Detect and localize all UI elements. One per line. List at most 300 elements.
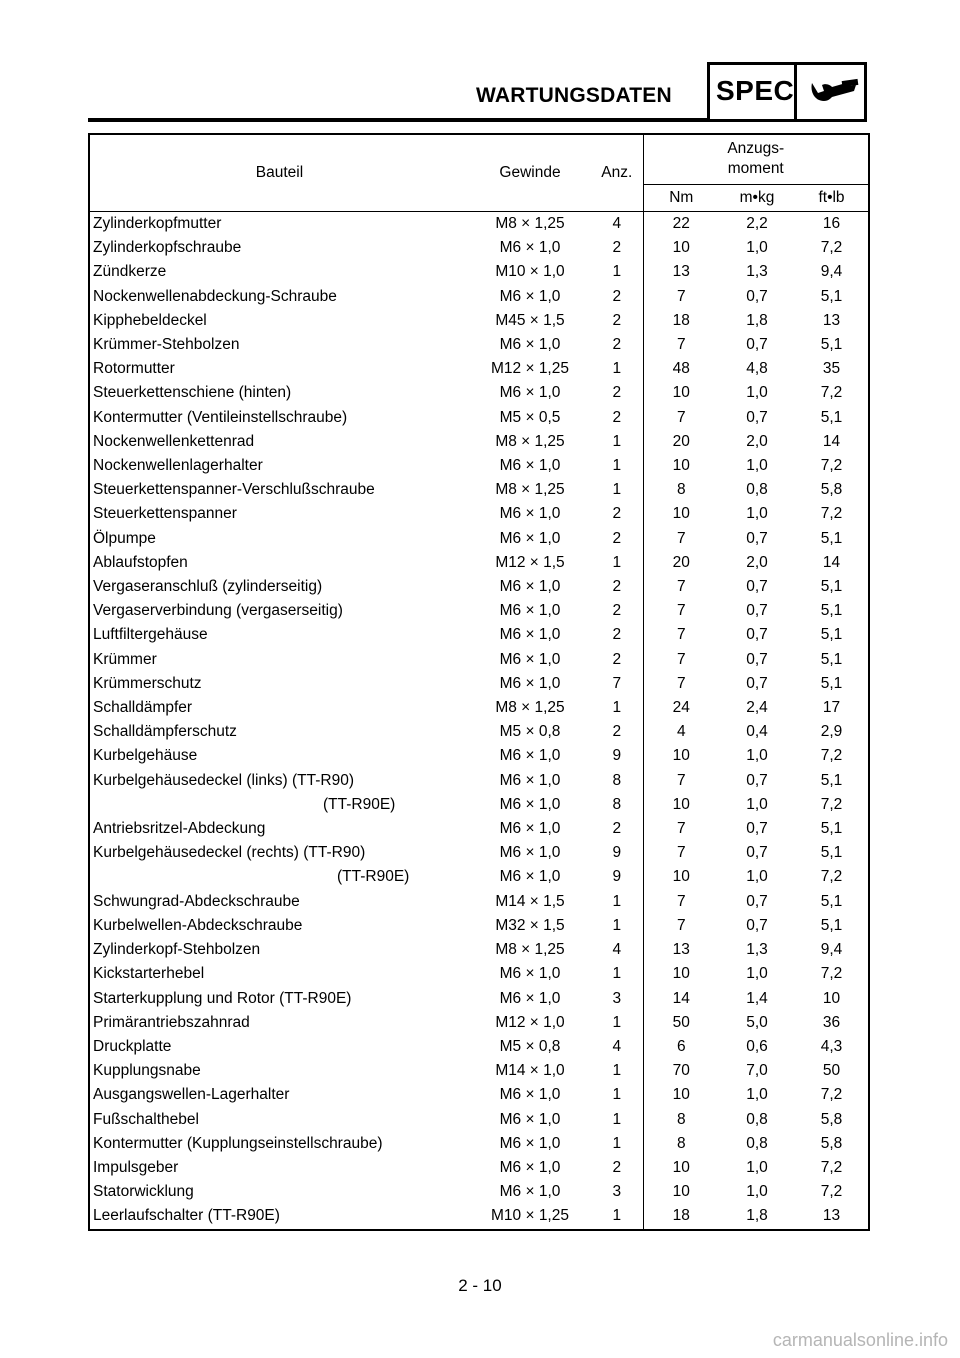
row-mkg: 1,0 — [746, 1158, 768, 1176]
row-thread: M12 × 1,5 — [495, 553, 565, 571]
row-qty: 8 — [612, 795, 622, 813]
row-mkg: 1,0 — [746, 384, 768, 402]
row-nm: 6 — [643, 1035, 719, 1059]
row-qty: 1 — [612, 892, 622, 910]
row-nm: 10 — [643, 502, 719, 526]
row-mkg: 0,7 — [746, 626, 768, 644]
row-thread: M5 × 0,8 — [499, 723, 561, 741]
row-part: Ausgangswellen-Lagerhalter — [93, 1086, 290, 1104]
row-nm: 10 — [643, 381, 719, 405]
table-row — [89, 381, 869, 405]
row-qty: 2 — [612, 505, 622, 523]
row-nm: 50 — [643, 1011, 719, 1035]
row-nm: 13 — [643, 260, 719, 284]
row-thread: M6 × 1,0 — [499, 1158, 561, 1176]
header-row-top — [89, 134, 869, 184]
row-thread: M6 × 1,0 — [499, 795, 561, 813]
row-thread: M6 × 1,0 — [499, 626, 561, 644]
row-mkg: 2,4 — [746, 699, 768, 717]
row-ftlb: 4,3 — [820, 1037, 843, 1055]
row-thread: M6 × 1,0 — [499, 747, 561, 765]
row-part: Steuerkettenspanner-Verschlußschraube — [93, 481, 375, 499]
title-underline — [88, 118, 708, 122]
table-row — [89, 672, 869, 696]
row-mkg: 1,0 — [746, 239, 768, 257]
row-part: Kickstarterhebel — [93, 965, 205, 983]
row-qty: 1 — [612, 360, 622, 378]
row-thread: M6 × 1,0 — [499, 578, 561, 596]
row-qty: 2 — [612, 820, 622, 838]
row-thread: M6 × 1,0 — [499, 457, 561, 475]
row-ftlb: 17 — [822, 699, 841, 717]
row-nm: 7 — [643, 527, 719, 551]
row-nm: 10 — [643, 865, 719, 889]
row-ftlb: 7,2 — [820, 384, 843, 402]
row-ftlb: 5,1 — [820, 674, 843, 692]
row-nm: 20 — [643, 551, 719, 575]
row-part: Krümmerschutz — [93, 674, 202, 692]
row-part: Impulsgeber — [93, 1158, 179, 1176]
row-part — [89, 865, 469, 889]
row-qty: 2 — [612, 311, 622, 329]
row-thread: M5 × 0,5 — [499, 408, 561, 426]
row-qty: 1 — [612, 263, 622, 281]
row-nm: 10 — [643, 793, 719, 817]
row-mkg: 0,7 — [746, 650, 768, 668]
row-qty: 1 — [612, 965, 622, 983]
row-mkg: 0,7 — [746, 892, 768, 910]
row-thread: M6 × 1,0 — [499, 1134, 561, 1152]
row-part: Vergaseranschluß (zylinderseitig) — [93, 578, 323, 596]
row-nm: 10 — [643, 744, 719, 768]
row-ftlb: 7,2 — [820, 1086, 843, 1104]
row-part: Kurbelgehäusedeckel (rechts) (TT-R90) — [93, 844, 366, 862]
row-qty: 9 — [612, 747, 622, 765]
row-thread: M8 × 1,25 — [495, 699, 565, 717]
row-qty: 1 — [612, 457, 622, 475]
row-nm: 48 — [643, 357, 719, 381]
row-qty: 2 — [612, 578, 622, 596]
row-ftlb: 50 — [822, 1062, 841, 1080]
row-thread: M6 × 1,0 — [499, 602, 561, 620]
table-row — [89, 406, 869, 430]
row-ftlb: 7,2 — [820, 868, 843, 886]
row-mkg: 0,7 — [746, 844, 768, 862]
row-ftlb: 5,8 — [820, 481, 843, 499]
row-mkg: 0,7 — [746, 771, 768, 789]
row-thread: M6 × 1,0 — [499, 239, 561, 257]
row-nm: 10 — [643, 1180, 719, 1204]
column-header-torque: Anzugs- moment — [643, 134, 869, 184]
row-qty: 2 — [612, 1158, 622, 1176]
row-thread: M10 × 1,0 — [495, 263, 565, 281]
row-nm: 7 — [643, 575, 719, 599]
row-qty: 9 — [612, 868, 622, 886]
row-ftlb: 5,1 — [820, 529, 843, 547]
row-part: Schwungrad-Abdeckschraube — [93, 892, 300, 910]
row-nm: 10 — [643, 1083, 719, 1107]
row-nm: 7 — [643, 623, 719, 647]
row-thread: M6 × 1,0 — [499, 674, 561, 692]
table-row — [89, 817, 869, 841]
row-ftlb: 5,1 — [820, 578, 843, 596]
table-row — [89, 1132, 869, 1156]
row-qty: 2 — [612, 239, 622, 257]
row-ftlb: 7,2 — [820, 1183, 843, 1201]
page-header — [0, 0, 960, 130]
row-part: Statorwicklung — [93, 1183, 194, 1201]
row-nm: 7 — [643, 599, 719, 623]
row-qty: 1 — [612, 916, 622, 934]
row-qty: 1 — [612, 481, 622, 499]
row-mkg: 0,7 — [746, 408, 768, 426]
row-part: Primärantriebszahnrad — [93, 1013, 250, 1031]
row-qty: 2 — [612, 602, 622, 620]
row-nm: 7 — [643, 769, 719, 793]
row-nm: 10 — [643, 1156, 719, 1180]
row-mkg: 0,4 — [746, 723, 768, 741]
table-row — [89, 599, 869, 623]
row-mkg: 0,7 — [746, 916, 768, 934]
torque-table-container — [88, 133, 868, 1231]
row-part: Druckplatte — [93, 1037, 172, 1055]
row-qty: 2 — [612, 529, 622, 547]
row-qty: 2 — [612, 723, 622, 741]
row-part — [89, 793, 469, 817]
row-ftlb: 9,4 — [820, 941, 843, 959]
row-ftlb: 5,1 — [820, 408, 843, 426]
watermark: carmanualsonline.info — [772, 1330, 948, 1350]
row-thread: M8 × 1,25 — [495, 941, 565, 959]
row-mkg: 0,7 — [746, 578, 768, 596]
row-mkg: 1,0 — [746, 457, 768, 475]
column-header-part: Bauteil — [89, 134, 469, 212]
table-row — [89, 744, 869, 768]
row-thread: M6 × 1,0 — [499, 1086, 561, 1104]
table-row — [89, 454, 869, 478]
row-ftlb: 16 — [822, 215, 841, 232]
row-nm: 10 — [643, 962, 719, 986]
row-mkg: 2,2 — [746, 215, 768, 232]
row-ftlb: 5,1 — [820, 844, 843, 862]
row-mkg: 0,8 — [746, 1110, 768, 1128]
row-thread: M6 × 1,0 — [499, 771, 561, 789]
row-qty: 7 — [612, 674, 622, 692]
row-part: Luftfiltergehäuse — [93, 626, 208, 644]
table-row — [89, 236, 869, 260]
row-part: Vergaserverbindung (vergaserseitig) — [93, 602, 343, 620]
row-thread: M6 × 1,0 — [499, 965, 561, 983]
row-ftlb: 7,2 — [820, 965, 843, 983]
row-nm: 7 — [643, 817, 719, 841]
table-row — [89, 357, 869, 381]
table-row — [89, 720, 869, 744]
table-row — [89, 212, 869, 237]
row-part: Zündkerze — [93, 263, 167, 281]
row-nm: 22 — [643, 212, 719, 237]
row-qty: 1 — [612, 1086, 622, 1104]
row-part: Krümmer-Stehbolzen — [93, 336, 240, 354]
row-nm: 7 — [643, 333, 719, 357]
table-row — [89, 890, 869, 914]
row-mkg: 0,7 — [746, 336, 768, 354]
row-qty: 2 — [612, 384, 622, 402]
row-qty: 3 — [612, 989, 622, 1007]
row-thread: M14 × 1,0 — [495, 1062, 565, 1080]
row-nm: 8 — [643, 1132, 719, 1156]
column-header-thread: Gewinde — [469, 134, 591, 212]
row-ftlb: 5,1 — [820, 650, 843, 668]
row-ftlb: 5,1 — [820, 771, 843, 789]
row-nm: 18 — [643, 1204, 719, 1229]
row-mkg: 5,0 — [746, 1013, 768, 1031]
row-thread: M6 × 1,0 — [499, 384, 561, 402]
row-mkg: 0,7 — [746, 602, 768, 620]
row-part: Kurbelwellen-Abdeckschraube — [93, 916, 303, 934]
row-mkg: 1,0 — [746, 795, 768, 813]
row-mkg: 0,8 — [746, 1134, 768, 1152]
row-part: Nockenwellenlagerhalter — [93, 457, 263, 475]
row-part: Kontermutter (Kupplungseinstellschraube) — [93, 1134, 383, 1152]
row-part: Schalldämpfer — [93, 699, 193, 717]
row-nm: 7 — [643, 890, 719, 914]
row-mkg: 0,7 — [746, 287, 768, 305]
table-row — [89, 1083, 869, 1107]
row-ftlb: 7,2 — [820, 795, 843, 813]
row-thread: M32 × 1,5 — [495, 916, 565, 934]
row-thread: M6 × 1,0 — [499, 820, 561, 838]
row-thread: M8 × 1,25 — [495, 481, 565, 499]
row-thread: M8 × 1,25 — [495, 215, 565, 232]
table-row — [89, 575, 869, 599]
row-thread: M14 × 1,5 — [495, 892, 565, 910]
row-qty: 8 — [612, 771, 622, 789]
spec-badge-label: SPEC — [716, 75, 795, 106]
row-ftlb: 7,2 — [820, 239, 843, 257]
row-nm: 10 — [643, 236, 719, 260]
table-row — [89, 1108, 869, 1132]
row-nm: 14 — [643, 987, 719, 1011]
row-thread: M6 × 1,0 — [499, 1110, 561, 1128]
table-row — [89, 285, 869, 309]
row-mkg: 1,8 — [746, 311, 768, 329]
table-row — [89, 648, 869, 672]
row-mkg: 0,7 — [746, 820, 768, 838]
row-nm: 7 — [643, 672, 719, 696]
row-ftlb: 7,2 — [820, 747, 843, 765]
row-nm: 7 — [643, 841, 719, 865]
row-part: Kurbelgehäusedeckel (links) (TT-R90) — [93, 771, 355, 789]
table-row — [89, 527, 869, 551]
row-ftlb: 13 — [822, 1207, 841, 1225]
row-part: Leerlaufschalter (TT-R90E) — [93, 1207, 280, 1225]
row-thread: M6 × 1,0 — [499, 844, 561, 862]
table-row — [89, 260, 869, 284]
row-ftlb: 7,2 — [820, 505, 843, 523]
row-ftlb: 5,8 — [820, 1110, 843, 1128]
row-qty: 1 — [612, 1134, 622, 1152]
row-nm: 18 — [643, 309, 719, 333]
row-mkg: 1,0 — [746, 1086, 768, 1104]
row-nm: 7 — [643, 914, 719, 938]
row-nm: 24 — [643, 696, 719, 720]
row-ftlb: 5,1 — [820, 336, 843, 354]
table-body — [89, 212, 869, 1230]
row-ftlb: 14 — [822, 553, 841, 571]
row-ftlb: 9,4 — [820, 263, 843, 281]
row-part: Kipphebeldeckel — [93, 311, 207, 329]
page-number: 2 - 10 — [458, 1276, 502, 1295]
row-nm: 4 — [643, 720, 719, 744]
table-row — [89, 1011, 869, 1035]
row-mkg: 2,0 — [746, 432, 768, 450]
table-row — [89, 309, 869, 333]
row-mkg: 1,4 — [746, 989, 768, 1007]
table-row — [89, 1180, 869, 1204]
row-thread: M5 × 0,8 — [499, 1037, 561, 1055]
row-mkg: 1,3 — [746, 941, 768, 959]
spec-badge-divider — [794, 65, 797, 119]
row-ftlb: 5,1 — [820, 892, 843, 910]
table-row — [89, 1204, 869, 1229]
table-row — [89, 551, 869, 575]
spec-badge — [707, 62, 867, 122]
row-part: Zylinderkopfmutter — [93, 215, 222, 232]
row-qty: 2 — [612, 408, 622, 426]
row-qty: 1 — [612, 1013, 622, 1031]
row-ftlb: 7,2 — [820, 457, 843, 475]
row-thread: M12 × 1,0 — [495, 1013, 565, 1031]
row-part: Steuerkettenschiene (hinten) — [93, 384, 292, 402]
row-thread: M6 × 1,0 — [499, 650, 561, 668]
table-row — [89, 1059, 869, 1083]
row-nm: 70 — [643, 1059, 719, 1083]
wrench-icon — [806, 77, 862, 111]
row-part: Starterkupplung und Rotor (TT-R90E) — [93, 989, 352, 1007]
row-thread: M6 × 1,0 — [499, 868, 561, 886]
row-thread: M45 × 1,5 — [495, 311, 565, 329]
table-row — [89, 1035, 869, 1059]
row-ftlb: 5,1 — [820, 916, 843, 934]
row-part-variant: (TT-R90E) — [323, 795, 396, 813]
column-header-qty: Anz. — [591, 134, 643, 212]
row-thread: M6 × 1,0 — [499, 336, 561, 354]
table-row — [89, 696, 869, 720]
row-qty: 4 — [612, 941, 622, 959]
table-row — [89, 865, 869, 889]
row-qty: 1 — [612, 432, 622, 450]
row-ftlb: 5,1 — [820, 820, 843, 838]
row-qty: 1 — [612, 1062, 622, 1080]
row-part: Ablaufstopfen — [93, 553, 188, 571]
row-mkg: 1,0 — [746, 868, 768, 886]
row-ftlb: 5,1 — [820, 602, 843, 620]
row-nm: 8 — [643, 1108, 719, 1132]
table-row — [89, 987, 869, 1011]
row-thread: M6 × 1,0 — [499, 989, 561, 1007]
row-nm: 13 — [643, 938, 719, 962]
row-mkg: 1,0 — [746, 1183, 768, 1201]
row-mkg: 1,0 — [746, 505, 768, 523]
table-row — [89, 623, 869, 647]
row-part: Schalldämpferschutz — [93, 723, 237, 741]
row-part: Ölpumpe — [93, 529, 156, 547]
row-ftlb: 5,1 — [820, 626, 843, 644]
row-mkg: 1,0 — [746, 965, 768, 983]
table-row — [89, 793, 869, 817]
column-header-ftlb: ft•lb — [795, 184, 869, 211]
table-row — [89, 333, 869, 357]
row-thread: M6 × 1,0 — [499, 505, 561, 523]
row-nm: 7 — [643, 406, 719, 430]
column-header-mkg: m•kg — [719, 184, 795, 211]
row-mkg: 1,0 — [746, 747, 768, 765]
row-mkg: 1,8 — [746, 1207, 768, 1225]
row-part: Zylinderkopf-Stehbolzen — [93, 941, 261, 959]
row-thread: M6 × 1,0 — [499, 529, 561, 547]
row-thread: M8 × 1,25 — [495, 432, 565, 450]
row-part: Zylinderkopfschraube — [93, 239, 242, 257]
row-qty: 2 — [612, 650, 622, 668]
row-nm: 10 — [643, 454, 719, 478]
row-mkg: 0,7 — [746, 529, 768, 547]
row-thread: M12 × 1,25 — [491, 360, 569, 378]
row-ftlb: 5,8 — [820, 1134, 843, 1152]
row-ftlb: 13 — [822, 311, 841, 329]
table-row — [89, 478, 869, 502]
row-part: Kurbelgehäuse — [93, 747, 198, 765]
table-row — [89, 962, 869, 986]
row-ftlb: 7,2 — [820, 1158, 843, 1176]
row-qty: 1 — [612, 553, 622, 571]
table-row — [89, 430, 869, 454]
row-qty: 4 — [612, 1037, 622, 1055]
row-thread: M10 × 1,25 — [491, 1207, 569, 1225]
row-mkg: 1,3 — [746, 263, 768, 281]
row-mkg: 0,6 — [746, 1037, 768, 1055]
table-row — [89, 769, 869, 793]
row-part: Nockenwellenkettenrad — [93, 432, 255, 450]
torque-table — [88, 133, 870, 1231]
row-mkg: 0,7 — [746, 674, 768, 692]
row-ftlb: 14 — [822, 432, 841, 450]
row-ftlb: 10 — [822, 989, 841, 1007]
row-part: Antriebsritzel-Abdeckung — [93, 820, 266, 838]
row-ftlb: 36 — [822, 1013, 841, 1031]
row-qty: 2 — [612, 626, 622, 644]
row-part: Kontermutter (Ventileinstellschraube) — [93, 408, 348, 426]
row-nm: 20 — [643, 430, 719, 454]
row-qty: 1 — [612, 1110, 622, 1128]
table-row — [89, 914, 869, 938]
row-mkg: 2,0 — [746, 553, 768, 571]
row-ftlb: 5,1 — [820, 287, 843, 305]
row-part-variant: (TT-R90E) — [337, 868, 410, 886]
section-title: WARTUNGSDATEN — [476, 84, 672, 107]
row-part: Steuerkettenspanner — [93, 505, 237, 523]
row-qty: 2 — [612, 287, 622, 305]
table-row — [89, 938, 869, 962]
row-qty: 2 — [612, 336, 622, 354]
row-qty: 4 — [612, 215, 622, 232]
row-ftlb: 35 — [822, 360, 841, 378]
row-thread: M6 × 1,0 — [499, 1183, 561, 1201]
row-part: Krümmer — [93, 650, 157, 668]
row-mkg: 0,8 — [746, 481, 768, 499]
row-mkg: 4,8 — [746, 360, 768, 378]
row-part: Nockenwellenabdeckung-Schraube — [93, 287, 337, 305]
row-thread: M6 × 1,0 — [499, 287, 561, 305]
